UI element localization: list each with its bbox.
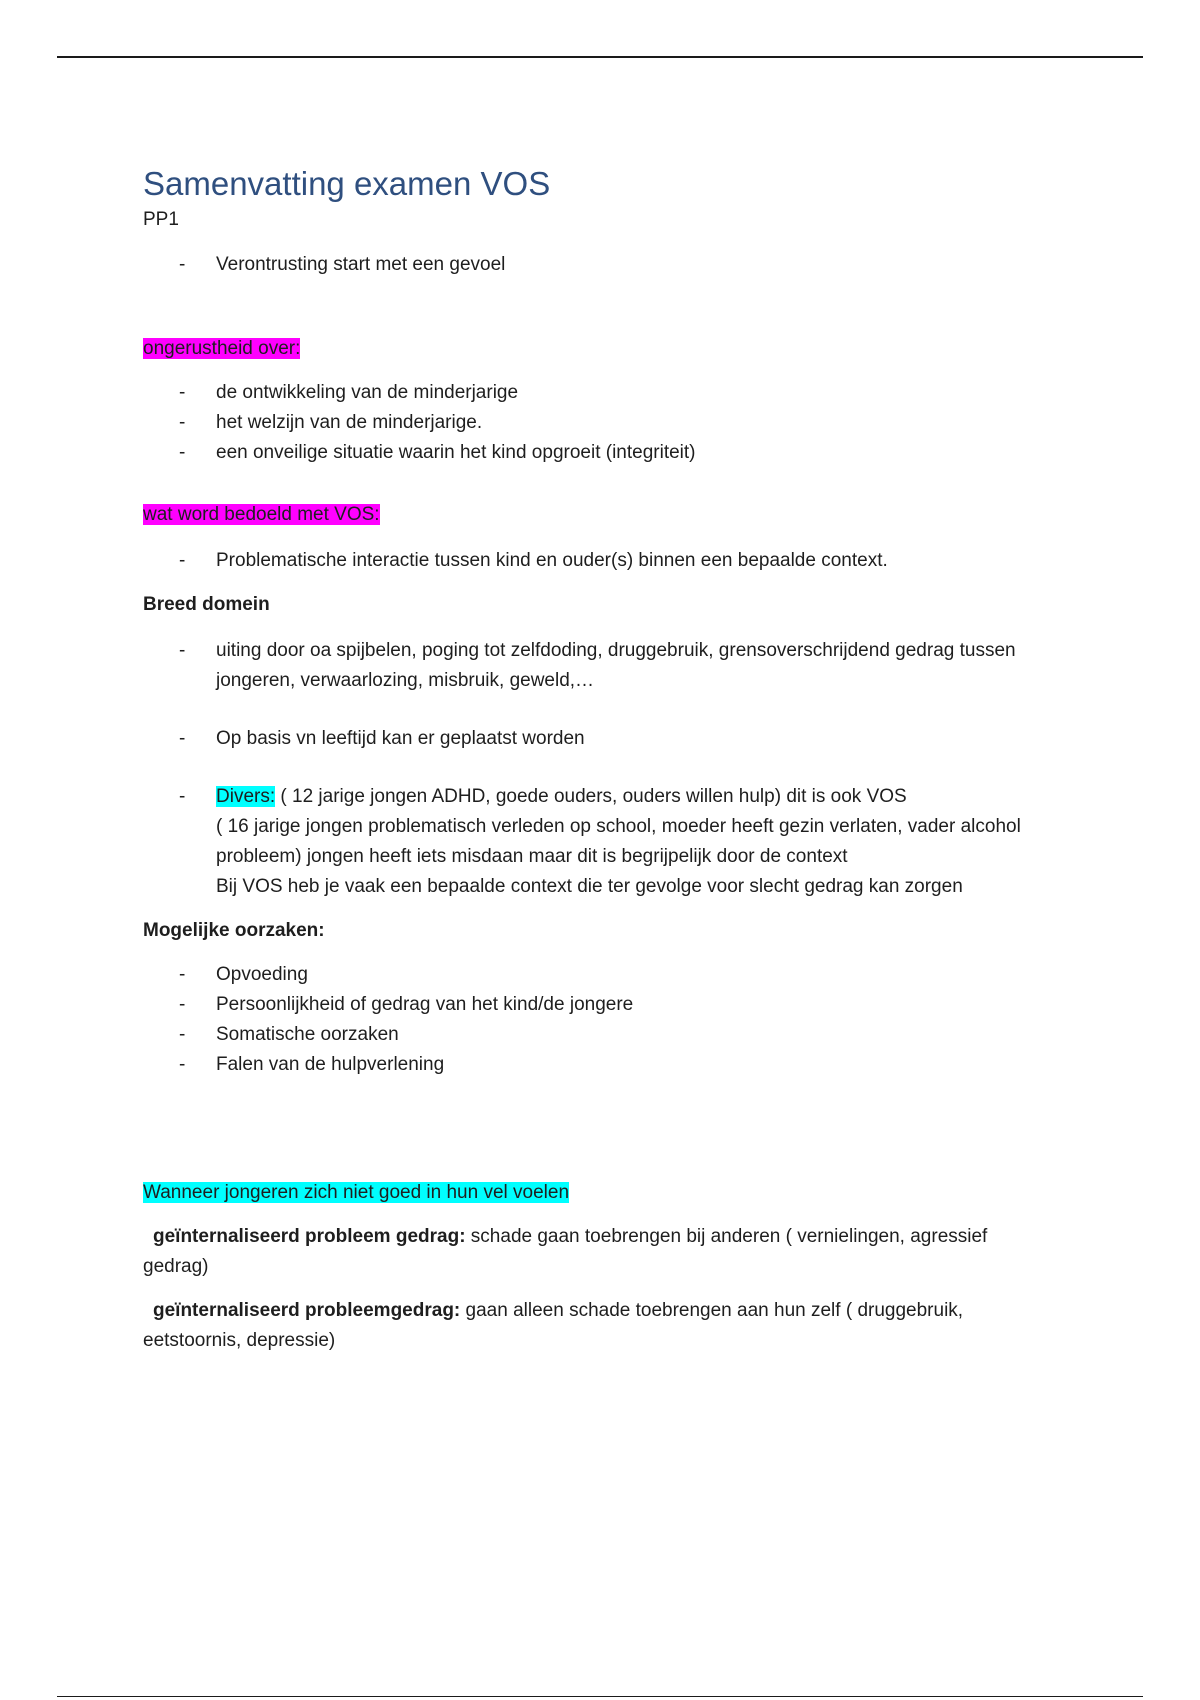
divers-line-2: ( 16 jarige jongen problematisch verleden op school, moeder heeft gezin verlaten, vader alcohol probleem) jongen heeft iets misdaan maar dit is begrijpelijk door de context (216, 816, 1021, 867)
divers-label: Divers: (216, 786, 276, 807)
list-item: - Opvoeding (143, 960, 1043, 990)
list-item: - het welzijn van de minderjarige. (143, 408, 1043, 438)
section-heading-breed-domein: Breed domein (143, 594, 270, 615)
paragraph-probleem-gedrag-anderen (143, 1222, 1043, 1282)
section-heading-jongeren (143, 1178, 1043, 1208)
section-heading-ongerustheid (143, 334, 1043, 364)
footer-rule (57, 1696, 1143, 1697)
divers-line-1: ( 12 jarige jongen ADHD, goede ouders, ouders willen hulp) dit is ook VOS (275, 786, 907, 807)
oorzaken-list (143, 960, 1043, 1080)
breed-domein-list (143, 636, 1043, 902)
page-title: Samenvatting examen VOS (143, 165, 551, 202)
list-item: - de ontwikkeling van de minderjarige (143, 378, 1043, 408)
highlighted-heading: ongerustheid over: (143, 338, 301, 359)
list-item: - Verontrusting start met een gevoel (143, 250, 1043, 280)
section-heading-oorzaken: Mogelijke oorzaken: (143, 920, 325, 941)
divers-line-3: Bij VOS heb je vaak een bepaalde context die ter gevolge voor slecht gedrag kan zorgen (216, 876, 963, 897)
term-description: schade gaan toebrengen bij anderen ( vernielingen, agressief gedrag) (143, 1226, 988, 1277)
list-item: - Op basis vn leeftijd kan er geplaatst worden (143, 724, 1043, 754)
highlighted-heading: wat word bedoeld met VOS: (143, 504, 380, 525)
term-description: gaan alleen schade toebrengen aan hun zelf ( druggebruik, eetstoornis, depressie) (143, 1300, 964, 1351)
header-rule (57, 56, 1143, 58)
ongerustheid-list (143, 378, 1043, 468)
list-item: - Problematische interactie tussen kind en ouder(s) binnen een bepaalde context. (143, 546, 1043, 576)
highlighted-heading: Wanneer jongeren zich niet goed in hun vel voelen (143, 1182, 570, 1203)
paragraph-probleemgedrag-zelf (143, 1296, 1043, 1356)
list-item-divers (143, 782, 1043, 902)
list-item: - Somatische oorzaken (143, 1020, 1043, 1050)
list-item: - een onveilige situatie waarin het kind opgroeit (integriteit) (143, 438, 1043, 468)
list-item: - Falen van de hulpverlening (143, 1050, 1043, 1080)
intro-list (143, 250, 1043, 280)
section-heading-vos (143, 500, 1043, 530)
page-subtitle: PP1 (143, 209, 179, 230)
list-item: - uiting door oa spijbelen, poging tot zelfdoding, druggebruik, grensoverschrijdend gedrag tussen jongeren, verwaarlozing, misbruik, geweld,… (143, 636, 1043, 696)
term: geïnternaliseerd probleemgedrag: (153, 1300, 461, 1321)
list-item: - Persoonlijkheid of gedrag van het kind/de jongere (143, 990, 1043, 1020)
document-body (143, 164, 1043, 1356)
vos-list (143, 546, 1043, 576)
term: geïnternaliseerd probleem gedrag: (153, 1226, 466, 1247)
